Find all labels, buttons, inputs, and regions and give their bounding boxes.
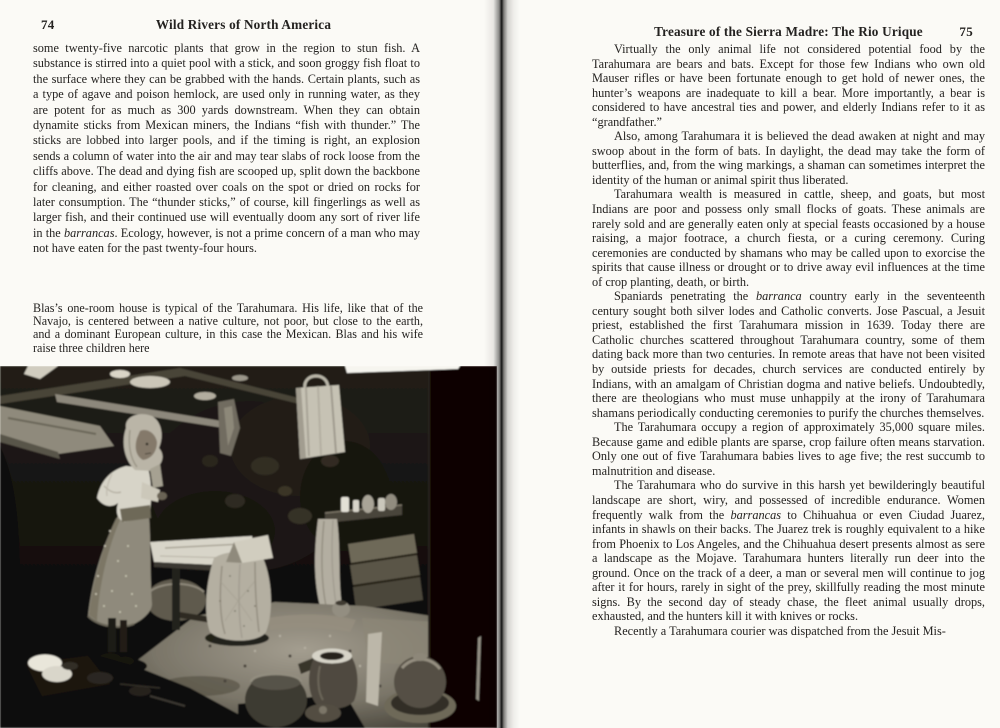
body-paragraph: some twenty-five narcotic plants that grow in the region to stun fish. A substance is stirred into a quiet pool with a stick, and soon groggy fish float to the surface where they can be grabbed with the hands. Certain plants, such as a type of agave and poison hemlock, are used only in running water, as they are potent for as much as 300 yards downstream. When they can obtain dynamite sticks from Mexican miners, the Indians “fish with thunder.” The sticks are lobbed into larger pools, and if the timing is right, an explosion sends a column of water into the air and may tear slabs of rock loose from the cliffs above. The dead and dying fish are scooped up, split down the backbone for cleaning, and either roasted over coals on the spot or dried on rocks for later consumption. The “thunder sticks,” of course, kill fingerlings as well as larger fish, and their continued use will eventually doom any sort of river life in the barrancas. Ecology, however, is not a prime concern of a man who may not have eaten for the past twenty-four hours. [33,41,420,256]
hanging-cloth [315,519,342,610]
left-body-text [33,41,420,257]
photo-caption: Blas’s one-room house is typical of the Tarahumara. His life, like that of the Navajo, is centered between a native culture, not poor, but close to the earth, and a dominant European culture, in this case the Mexican. Blas and his wife raise three children here [33,301,423,355]
running-head-left: Wild Rivers of North America [155,17,332,32]
body-paragraph: Spaniards penetrating the barranca country early in the seventeenth century sought both silver lodes and Catholic converts. Jose Pascual, a Jesuit priest, established the first Tarahumara mission in 1639. Today there are Catholic churches scattered throughout Tarahumara country, some of them dating back more than two centuries. In remote areas that have not been visited by outside priests for decades, church services are conducted entirely by Indians, with an amalgam of Christian dogma and native beliefs. Undoubtedly, there are theologians who must muse unhappily at the irony of Tarahumara shamans periodically conducting ceremonies to purify the churches themselves. [592,289,985,420]
page-number-left: 74 [41,17,55,32]
tarahumara-house-photo [0,366,497,728]
stacked-planks [348,534,423,610]
photo-illustration [0,366,497,728]
book-gutter-shadow [484,0,520,728]
running-head-right: Treasure of the Sierra Madre: The Rio Urique [654,24,923,39]
body-paragraph: Recently a Tarahumara courier was dispatched from the Jesuit Mis- [614,623,946,638]
body-paragraph: Tarahumara wealth is measured in cattle, sheep, and goats, but most Indians are poor and possess only small flocks of goats. These animals are rarely sold and are generally eaten only at special feasts occasioned by a house raising, a major footrace, a church fiesta, or a curing ceremony. Curing ceremonies are conducted by shamans who may be called upon to exorcise the spirits that cause illness or drought or to drive away evil influences at the time of crop planting, death, or birth. [592,187,985,289]
body-paragraph: Virtually the only animal life not considered potential food by the Tarahumara are bears and bats. Except for those few Indians who own old Mauser rifles or have been fortunate enough to get hold of newer ones, the hunter’s weapons are inadequate to kill a bear. More importantly, a bear is considered to have ancestral ties and power, and elderly Indians refer to it as “grandfather.” [592,42,985,129]
body-paragraph: Also, among Tarahumara it is believed the dead awaken at night and may swoop about in the form of bats. In daylight, the dead may take the form of butterflies, and, from the wing markings, a shaman can sometimes interpret the identity of the human or animal spirit thus liberated. [592,129,985,187]
body-paragraph: The Tarahumara who do survive in this harsh yet bewilderingly beautiful landscape are short, wiry, and possessed of incredible endurance. Women frequently walk from the barrancas to Chihuahua or even Ciudad Juarez, infants in shawls on their backs. The Juarez trek is roughly equivalent to a hike from Phoenix to Los Angeles, and the Chihuahua desert presents almost as sere a landscape as the Mojave. Tarahumara hunters literally run deer into the ground. Once on the track of a deer, a man or several men will continue to jog after it for hours, rarely in sight of the prey, skillfully reading the most minute signs. By the second day of steady chase, the fleet animal usually drops, exhausted, and the hunters kill it with knives or rocks. [592,478,985,624]
page-number-right: 75 [959,24,973,39]
right-body-text [592,42,985,638]
body-paragraph: The Tarahumara occupy a region of approximately 35,000 square miles. Because game and edible plants are sparse, crop failure often means starvation. Only one out of five Tarahumara babies lives to age five; the rest succumb to malnutrition and disease. [592,420,985,478]
hanging-bag [296,376,345,459]
